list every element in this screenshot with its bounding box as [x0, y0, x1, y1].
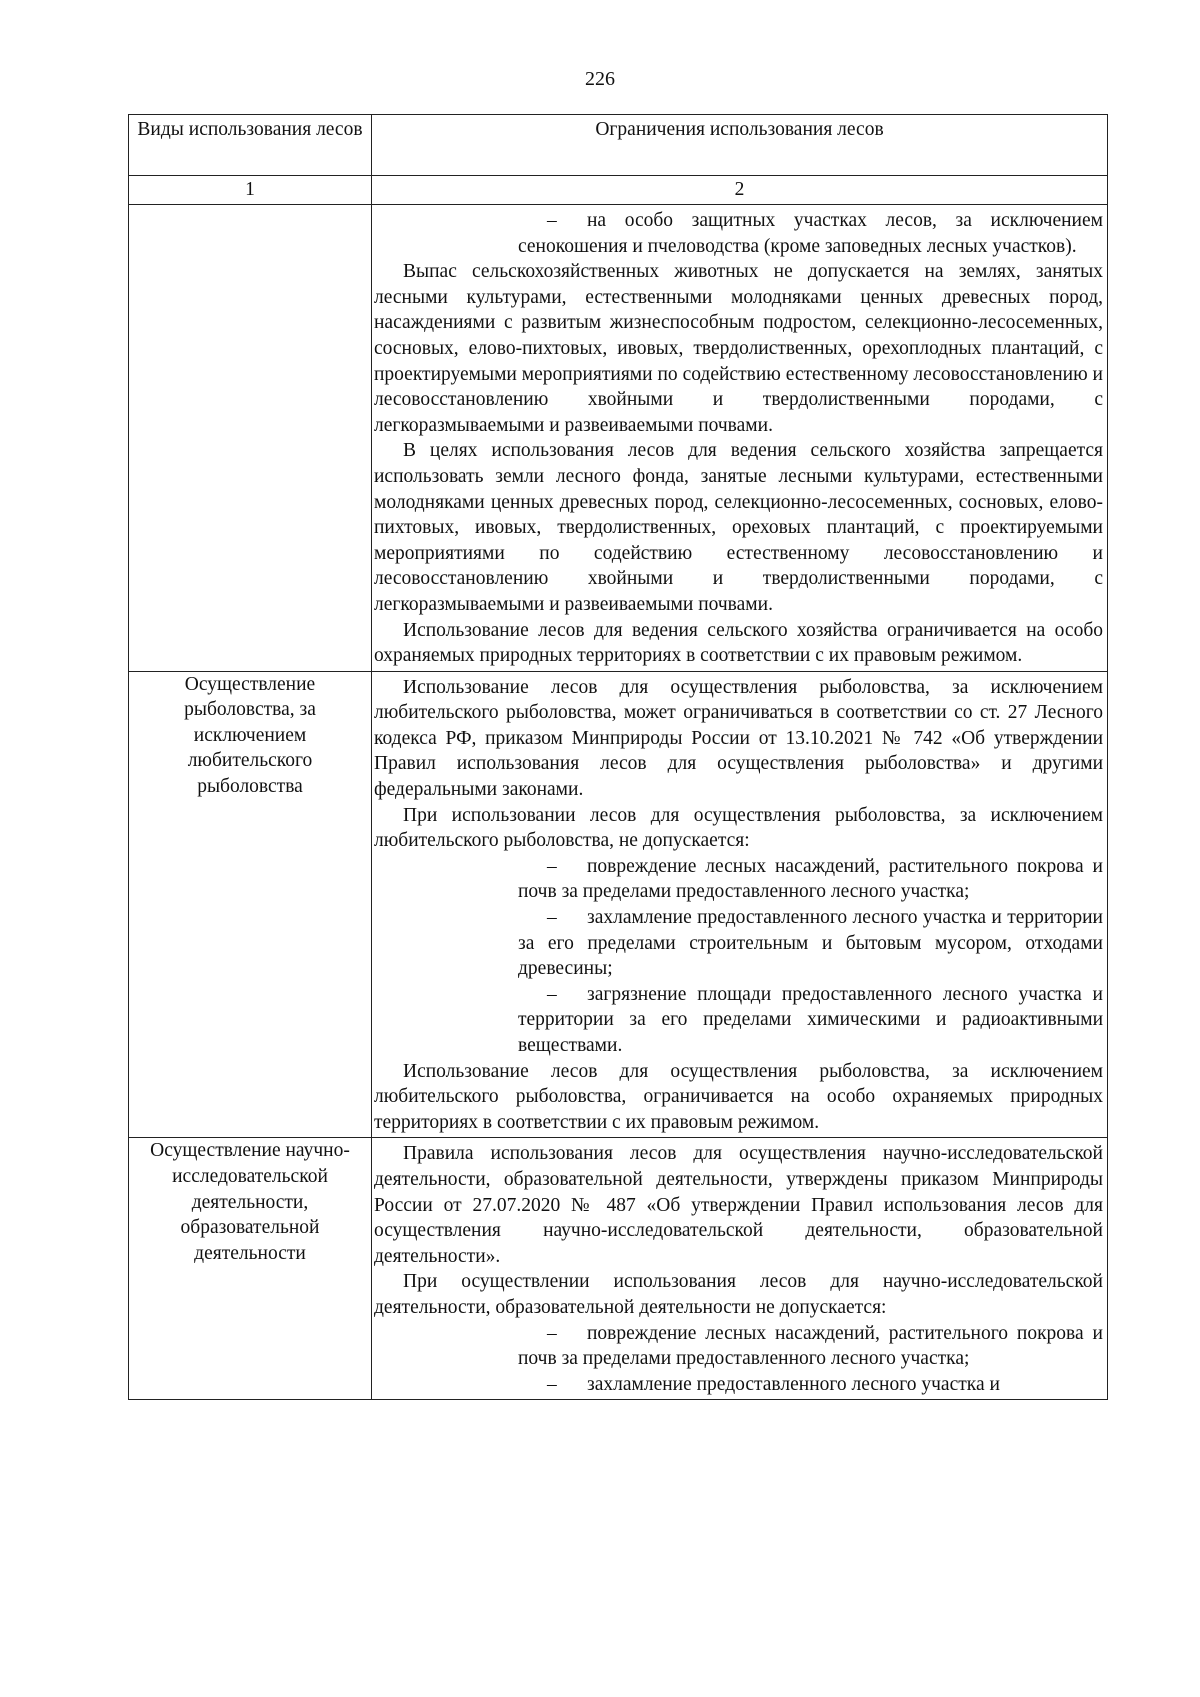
column-number-1: 1 — [129, 176, 372, 205]
paragraph: Использование лесов для ведения сельского хозяйства ограничивается на особо охраняемых природных территориях в соответствии с их правовым режимом. — [374, 619, 1103, 667]
paragraph: Правила использования лесов для осуществления научно-исследовательской деятельности, образовательной деятельности, утверждены приказом Минприроды России от 27.07.2020 № 487 «Об утверждении Правил использования лесов для осуществления научно-исследовательской деятельности, образовательной деятельности». — [374, 1143, 1103, 1267]
dash-bullet: – — [547, 983, 557, 1005]
restrictions-cell — [372, 1138, 1108, 1400]
dash-bullet: – — [547, 855, 557, 877]
header-forest-use-restrictions: Ограничения использования лесов — [372, 115, 1108, 176]
paragraph: При использовании лесов для осуществления рыболовства, за исключением любительского рыболовства, не допускается: — [374, 804, 1103, 852]
paragraph: Использование лесов для осуществления рыболовства, за исключением любительского рыболовства, может ограничиваться в соответствии со ст. 27 Лесного кодекса РФ, приказом Минприроды России от 13.10.2021 № 742 «Об утверждении Правил использования лесов для осуществления рыболовства» и другими федеральными законами. — [374, 676, 1103, 801]
dash-bullet: – — [547, 210, 557, 231]
restrictions-cell — [372, 205, 1108, 672]
bullet-text: на особо защитных участках лесов, за исключением сенокошения и пчеловодства (кроме заповедных лесных участков). — [518, 210, 1103, 257]
bullet-item — [518, 854, 1103, 905]
column-number-row — [129, 176, 1108, 205]
table-row — [129, 1138, 1108, 1400]
table-row — [129, 671, 1108, 1138]
use-type-cell: Осуществление научно-исследовательской деятельности, образовательной деятельности — [129, 1138, 372, 1400]
header-forest-use-types: Виды использования лесов — [129, 115, 372, 176]
dash-bullet: – — [547, 1322, 557, 1344]
dash-bullet: – — [547, 1373, 557, 1395]
bullet-item — [518, 1321, 1103, 1372]
bullet-item — [518, 1372, 1103, 1398]
paragraph: В целях использования лесов для ведения сельского хозяйства запрещается использовать земли лесного фонда, занятые лесными культурами, естественными молодняками ценных древесных пород, селекционно-лесосеменных, сосновых, елово-пихтовых, ивовых, твердолиственных, ореховых плантаций, с проектируемыми мероприятиями по содействию естественному лесовосстановлению и лесовосстановлению хвойными и твердолиственными породами, с легкоразмываемыми и развеиваемыми почвами. — [374, 440, 1103, 615]
bullet-text: повреждение лесных насаждений, растительного покрова и почв за пределами предоставленного лесного участка; — [518, 1322, 1103, 1370]
dash-bullet: – — [547, 907, 557, 929]
bullet-text: захламление предоставленного лесного участка и территории за его пределами строительным и бытовым мусором, отходами древесины; — [518, 907, 1103, 980]
table-row — [129, 205, 1108, 672]
table-header-row — [129, 115, 1108, 176]
column-number-2: 2 — [372, 176, 1108, 205]
bullet-text: загрязнение площади предоставленного лесного участка и территории за его пределами химическими и радиоактивными веществами. — [518, 983, 1103, 1056]
bullet-text: захламление предоставленного лесного участка и — [587, 1373, 1000, 1395]
bullet-item — [518, 208, 1103, 259]
paragraph: Выпас сельскохозяйственных животных не допускается на землях, занятых лесными культурами, естественными молодняками ценных древесных пород, насаждениями с развитым жизнеспособным подростом, селекционно-лесосеменных, сосновых, елово-пихтовых, ивовых, твердолиственных, орехоплодных плантаций, с проектируемыми мероприятиями по содействию естественному лесовосстановлению и лесовосстановлению хвойными и твердолиственными породами, с легкоразмываемыми и развеиваемыми почвами. — [374, 261, 1103, 436]
restrictions-table — [128, 114, 1108, 1400]
use-type-cell: Осуществление рыболовства, за исключением любительского рыболовства — [129, 671, 372, 1138]
paragraph: При осуществлении использования лесов для научно-исследовательской деятельности, образовательной деятельности не допускается: — [374, 1271, 1103, 1318]
use-type-cell — [129, 205, 372, 672]
bullet-item — [518, 905, 1103, 982]
page-number: 226 — [585, 68, 615, 90]
bullet-text: повреждение лесных насаждений, растительного покрова и почв за пределами предоставленного лесного участка; — [518, 855, 1103, 903]
paragraph: Использование лесов для осуществления рыболовства, за исключением любительского рыболовства, ограничивается на особо охраняемых природных территориях в соответствии с их правовым режимом. — [374, 1060, 1103, 1133]
bullet-item — [518, 982, 1103, 1059]
restrictions-cell — [372, 671, 1108, 1138]
